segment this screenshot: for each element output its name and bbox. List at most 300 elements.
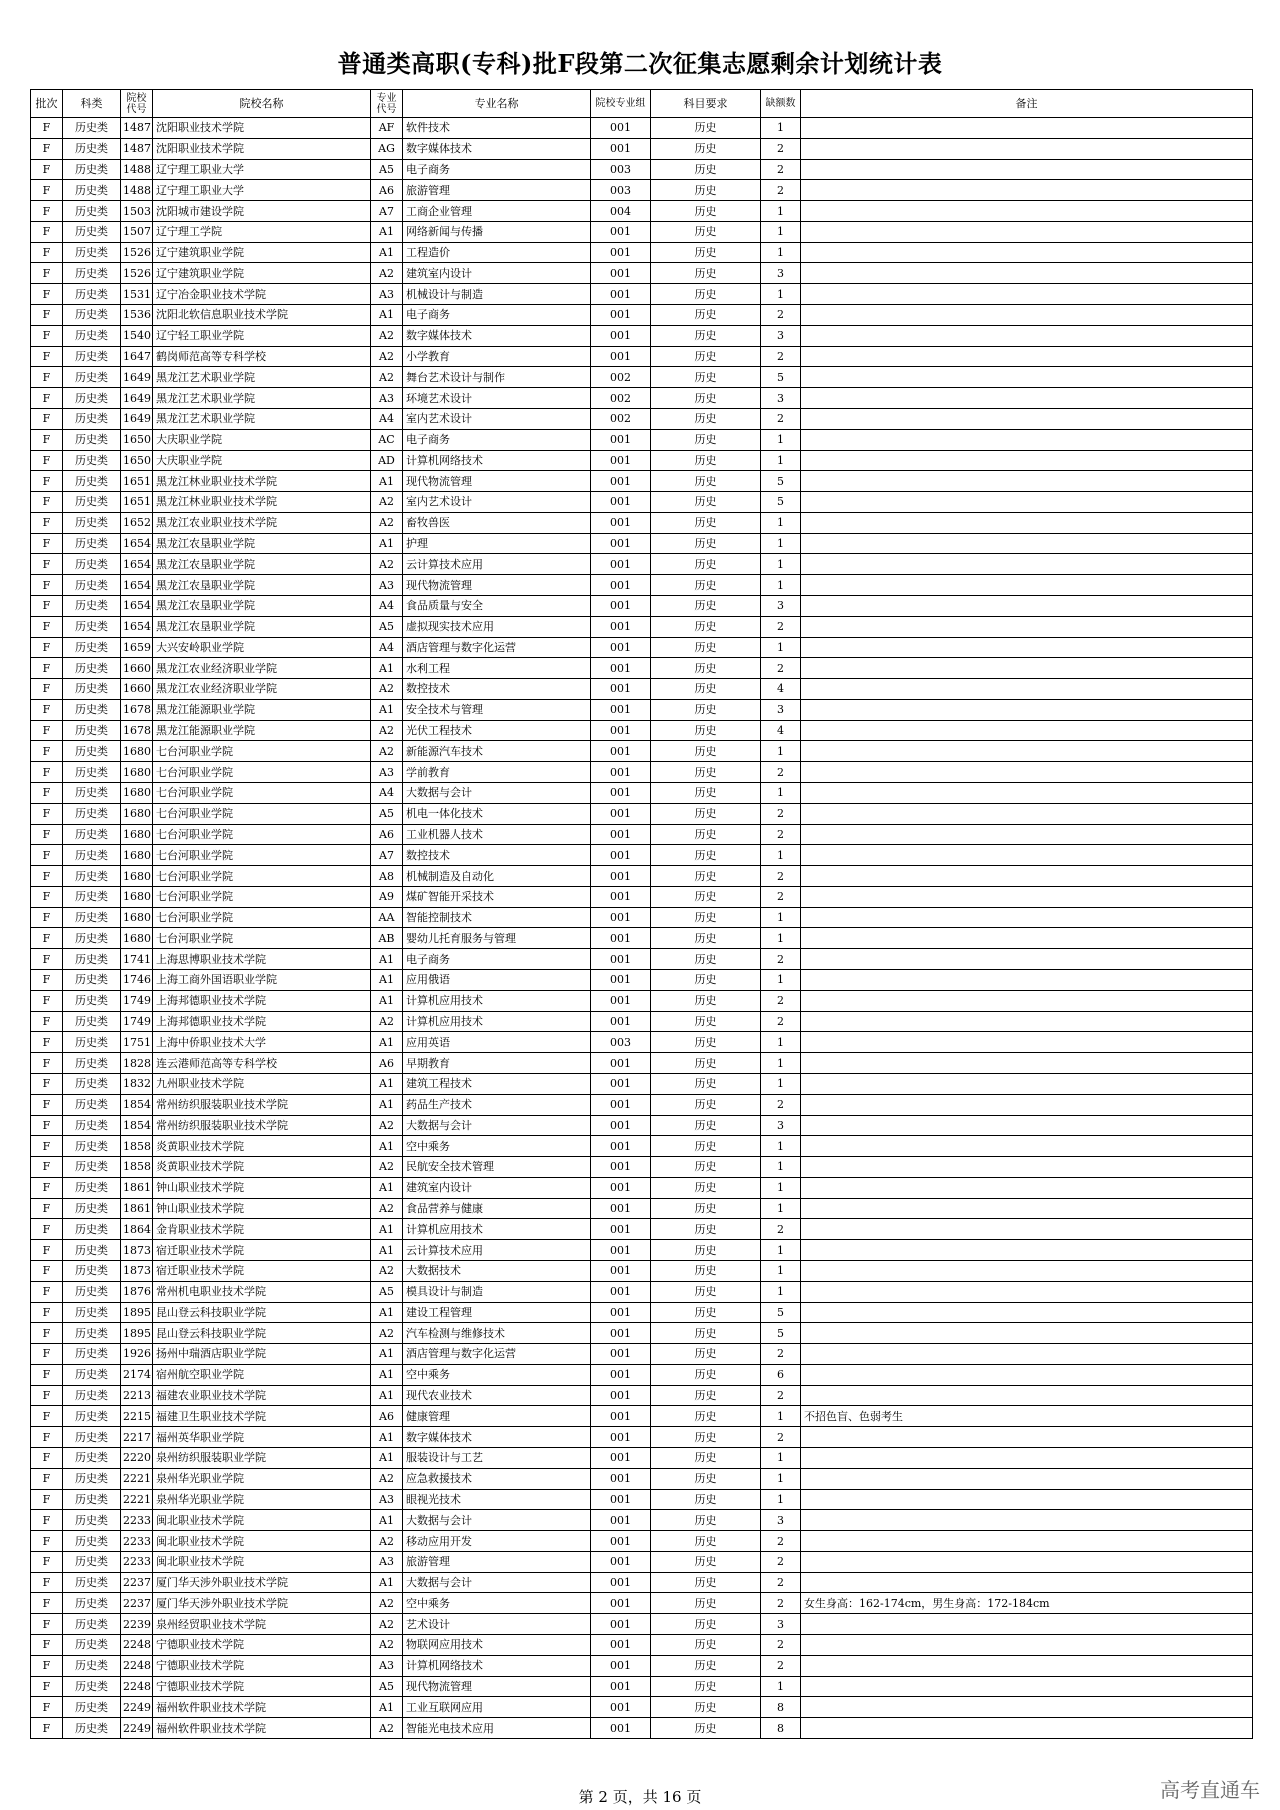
table-row (31, 1593, 1253, 1614)
cell-batch: F (31, 1718, 63, 1739)
cell-major-name: 软件技术 (403, 118, 591, 139)
cell-batch: F (31, 1572, 63, 1593)
cell-subject-requirement: 历史 (651, 1364, 761, 1385)
cell-school-code: 2248 (121, 1635, 153, 1656)
cell-major-group: 001 (591, 1468, 651, 1489)
cell-remarks (801, 1364, 1253, 1385)
table-row (31, 305, 1253, 326)
cell-major-group: 001 (591, 1489, 651, 1510)
cell-school-name: 沈阳北软信息职业技术学院 (153, 305, 371, 326)
cell-school-name: 厦门华天涉外职业技术学院 (153, 1593, 371, 1614)
cell-batch: F (31, 1219, 63, 1240)
cell-major-name: 建筑工程技术 (403, 1073, 591, 1094)
cell-major-name: 建设工程管理 (403, 1302, 591, 1323)
cell-major-name: 煤矿智能开采技术 (403, 886, 591, 907)
table-row (31, 866, 1253, 887)
cell-subject-requirement: 历史 (651, 886, 761, 907)
cell-major-group: 003 (591, 159, 651, 180)
cell-school-code: 1488 (121, 180, 153, 201)
cell-subject-requirement: 历史 (651, 512, 761, 533)
cell-batch: F (31, 658, 63, 679)
cell-remarks (801, 762, 1253, 783)
cell-batch: F (31, 1011, 63, 1032)
header-batch: 批次 (31, 90, 63, 118)
cell-major-code: A1 (371, 1510, 403, 1531)
table-row (31, 1531, 1253, 1552)
cell-vacancies: 3 (761, 699, 801, 720)
cell-major-group: 001 (591, 1676, 651, 1697)
cell-major-group: 002 (591, 408, 651, 429)
cell-school-name: 七台河职业学院 (153, 845, 371, 866)
cell-school-name: 辽宁理工职业大学 (153, 180, 371, 201)
cell-batch: F (31, 824, 63, 845)
cell-major-code: A1 (371, 1177, 403, 1198)
cell-school-code: 1746 (121, 970, 153, 991)
cell-remarks (801, 1697, 1253, 1718)
cell-school-code: 2215 (121, 1406, 153, 1427)
cell-batch: F (31, 1157, 63, 1178)
cell-school-code: 1680 (121, 907, 153, 928)
table-row (31, 1364, 1253, 1385)
cell-school-name: 泉州华光职业学院 (153, 1468, 371, 1489)
cell-vacancies: 3 (761, 325, 801, 346)
cell-major-name: 药品生产技术 (403, 1094, 591, 1115)
cell-school-name: 昆山登云科技职业学院 (153, 1323, 371, 1344)
cell-category: 历史类 (63, 1448, 121, 1469)
cell-batch: F (31, 845, 63, 866)
cell-vacancies: 2 (761, 886, 801, 907)
cell-school-name: 黑龙江农垦职业学院 (153, 533, 371, 554)
cell-batch: F (31, 1655, 63, 1676)
table-row (31, 284, 1253, 305)
cell-batch: F (31, 512, 63, 533)
cell-vacancies: 1 (761, 1177, 801, 1198)
cell-major-name: 机械设计与制造 (403, 284, 591, 305)
cell-school-code: 1678 (121, 699, 153, 720)
cell-remarks (801, 118, 1253, 139)
cell-subject-requirement: 历史 (651, 1489, 761, 1510)
cell-school-name: 钟山职业技术学院 (153, 1177, 371, 1198)
cell-subject-requirement: 历史 (651, 1572, 761, 1593)
cell-major-name: 酒店管理与数字化运营 (403, 637, 591, 658)
cell-vacancies: 1 (761, 450, 801, 471)
cell-vacancies: 4 (761, 679, 801, 700)
cell-major-code: A6 (371, 180, 403, 201)
table-row (31, 1551, 1253, 1572)
cell-batch: F (31, 1281, 63, 1302)
cell-category: 历史类 (63, 990, 121, 1011)
cell-major-group: 001 (591, 824, 651, 845)
cell-category: 历史类 (63, 159, 121, 180)
cell-major-group: 001 (591, 866, 651, 887)
cell-school-code: 1895 (121, 1323, 153, 1344)
cell-remarks (801, 1302, 1253, 1323)
cell-remarks (801, 1489, 1253, 1510)
cell-major-name: 空中乘务 (403, 1136, 591, 1157)
cell-school-name: 七台河职业学院 (153, 928, 371, 949)
cell-remarks (801, 1676, 1253, 1697)
table-row (31, 1448, 1253, 1469)
cell-batch: F (31, 699, 63, 720)
cell-vacancies: 1 (761, 907, 801, 928)
cell-major-name: 新能源汽车技术 (403, 741, 591, 762)
cell-major-group: 001 (591, 1281, 651, 1302)
cell-batch: F (31, 762, 63, 783)
cell-category: 历史类 (63, 1614, 121, 1635)
cell-category: 历史类 (63, 616, 121, 637)
table-row (31, 1115, 1253, 1136)
cell-vacancies: 8 (761, 1718, 801, 1739)
cell-category: 历史类 (63, 720, 121, 741)
cell-major-code: A3 (371, 762, 403, 783)
cell-category: 历史类 (63, 1489, 121, 1510)
table-row (31, 429, 1253, 450)
header-category: 科类 (63, 90, 121, 118)
cell-major-code: AG (371, 138, 403, 159)
cell-major-name: 数控技术 (403, 679, 591, 700)
cell-vacancies: 2 (761, 1385, 801, 1406)
cell-remarks (801, 533, 1253, 554)
cell-subject-requirement: 历史 (651, 1011, 761, 1032)
cell-category: 历史类 (63, 575, 121, 596)
table-row (31, 1635, 1253, 1656)
cell-major-name: 室内艺术设计 (403, 492, 591, 513)
cell-major-group: 001 (591, 1073, 651, 1094)
cell-vacancies: 2 (761, 616, 801, 637)
cell-category: 历史类 (63, 1053, 121, 1074)
cell-category: 历史类 (63, 201, 121, 222)
cell-major-name: 服装设计与工艺 (403, 1448, 591, 1469)
table-row (31, 554, 1253, 575)
cell-subject-requirement: 历史 (651, 1614, 761, 1635)
cell-subject-requirement: 历史 (651, 866, 761, 887)
cell-major-code: A3 (371, 1551, 403, 1572)
header-school-code: 院校代号 (121, 90, 153, 118)
cell-vacancies: 1 (761, 1676, 801, 1697)
cell-school-code: 1858 (121, 1157, 153, 1178)
cell-batch: F (31, 388, 63, 409)
cell-batch: F (31, 803, 63, 824)
cell-subject-requirement: 历史 (651, 1655, 761, 1676)
table-row (31, 1572, 1253, 1593)
cell-school-name: 扬州中瑞酒店职业学院 (153, 1344, 371, 1365)
cell-vacancies: 2 (761, 1551, 801, 1572)
cell-subject-requirement: 历史 (651, 1094, 761, 1115)
cell-major-name: 计算机应用技术 (403, 1219, 591, 1240)
cell-vacancies: 1 (761, 1032, 801, 1053)
cell-school-code: 1864 (121, 1219, 153, 1240)
cell-remarks (801, 325, 1253, 346)
cell-subject-requirement: 历史 (651, 388, 761, 409)
cell-school-name: 辽宁冶金职业技术学院 (153, 284, 371, 305)
cell-vacancies: 2 (761, 346, 801, 367)
cell-major-code: AF (371, 118, 403, 139)
cell-batch: F (31, 1468, 63, 1489)
cell-category: 历史类 (63, 886, 121, 907)
cell-subject-requirement: 历史 (651, 554, 761, 575)
cell-major-group: 001 (591, 1219, 651, 1240)
cell-school-code: 1828 (121, 1053, 153, 1074)
cell-major-name: 大数据技术 (403, 1260, 591, 1281)
cell-major-name: 云计算技术应用 (403, 554, 591, 575)
cell-major-name: 安全技术与管理 (403, 699, 591, 720)
cell-major-group: 001 (591, 575, 651, 596)
cell-remarks (801, 242, 1253, 263)
cell-major-group: 003 (591, 180, 651, 201)
cell-subject-requirement: 历史 (651, 741, 761, 762)
header-remarks: 备注 (801, 90, 1253, 118)
cell-subject-requirement: 历史 (651, 1053, 761, 1074)
cell-category: 历史类 (63, 1073, 121, 1094)
cell-major-code: A5 (371, 803, 403, 824)
cell-category: 历史类 (63, 1177, 121, 1198)
cell-remarks (801, 907, 1253, 928)
cell-school-code: 1487 (121, 118, 153, 139)
cell-school-code: 1654 (121, 554, 153, 575)
cell-school-name: 七台河职业学院 (153, 866, 371, 887)
cell-major-name: 数控技术 (403, 845, 591, 866)
cell-major-group: 001 (591, 1614, 651, 1635)
cell-school-code: 2239 (121, 1614, 153, 1635)
cell-major-name: 模具设计与制造 (403, 1281, 591, 1302)
cell-major-code: A3 (371, 575, 403, 596)
cell-school-code: 1650 (121, 429, 153, 450)
cell-major-name: 现代农业技术 (403, 1385, 591, 1406)
cell-school-code: 2217 (121, 1427, 153, 1448)
cell-school-name: 七台河职业学院 (153, 762, 371, 783)
cell-remarks (801, 845, 1253, 866)
cell-subject-requirement: 历史 (651, 907, 761, 928)
table-row (31, 1177, 1253, 1198)
cell-subject-requirement: 历史 (651, 1281, 761, 1302)
cell-major-code: A1 (371, 242, 403, 263)
cell-school-name: 常州纺织服装职业技术学院 (153, 1115, 371, 1136)
cell-category: 历史类 (63, 429, 121, 450)
cell-major-name: 电子商务 (403, 429, 591, 450)
cell-major-code: A2 (371, 1260, 403, 1281)
cell-major-code: A1 (371, 305, 403, 326)
cell-remarks (801, 1655, 1253, 1676)
cell-batch: F (31, 1385, 63, 1406)
table-row (31, 1676, 1253, 1697)
cell-remarks (801, 1115, 1253, 1136)
cell-major-name: 应用俄语 (403, 970, 591, 991)
cell-school-name: 闽北职业技术学院 (153, 1510, 371, 1531)
cell-remarks (801, 1635, 1253, 1656)
cell-category: 历史类 (63, 367, 121, 388)
cell-subject-requirement: 历史 (651, 367, 761, 388)
cell-school-code: 2174 (121, 1364, 153, 1385)
cell-remarks (801, 450, 1253, 471)
cell-subject-requirement: 历史 (651, 1551, 761, 1572)
table-row (31, 388, 1253, 409)
cell-batch: F (31, 1344, 63, 1365)
cell-major-group: 001 (591, 1697, 651, 1718)
cell-major-group: 001 (591, 1448, 651, 1469)
table-row (31, 221, 1253, 242)
cell-batch: F (31, 429, 63, 450)
cell-batch: F (31, 990, 63, 1011)
cell-school-name: 福建卫生职业技术学院 (153, 1406, 371, 1427)
table-row (31, 367, 1253, 388)
table-row (31, 637, 1253, 658)
cell-major-name: 眼视光技术 (403, 1489, 591, 1510)
cell-vacancies: 2 (761, 305, 801, 326)
table-row (31, 970, 1253, 991)
cell-subject-requirement: 历史 (651, 492, 761, 513)
cell-school-code: 1487 (121, 138, 153, 159)
cell-batch: F (31, 1676, 63, 1697)
cell-category: 历史类 (63, 1427, 121, 1448)
cell-school-code: 1741 (121, 949, 153, 970)
cell-school-name: 福建农业职业技术学院 (153, 1385, 371, 1406)
cell-category: 历史类 (63, 492, 121, 513)
cell-vacancies: 3 (761, 388, 801, 409)
cell-subject-requirement: 历史 (651, 1115, 761, 1136)
cell-major-group: 001 (591, 1011, 651, 1032)
cell-category: 历史类 (63, 1032, 121, 1053)
cell-school-code: 1876 (121, 1281, 153, 1302)
cell-batch: F (31, 1427, 63, 1448)
header-vacancies: 缺额数 (761, 90, 801, 118)
cell-school-code: 2248 (121, 1655, 153, 1676)
cell-vacancies: 2 (761, 949, 801, 970)
table-row (31, 138, 1253, 159)
cell-school-code: 1680 (121, 741, 153, 762)
cell-school-name: 黑龙江农垦职业学院 (153, 595, 371, 616)
cell-school-code: 1873 (121, 1260, 153, 1281)
cell-school-code: 1660 (121, 679, 153, 700)
cell-category: 历史类 (63, 1157, 121, 1178)
cell-major-group: 001 (591, 512, 651, 533)
cell-category: 历史类 (63, 949, 121, 970)
cell-remarks (801, 1240, 1253, 1261)
cell-major-name: 食品质量与安全 (403, 595, 591, 616)
plan-table (30, 89, 1253, 1739)
cell-vacancies: 2 (761, 1531, 801, 1552)
cell-major-group: 001 (591, 1364, 651, 1385)
cell-major-code: A1 (371, 990, 403, 1011)
table-row (31, 1510, 1253, 1531)
cell-batch: F (31, 138, 63, 159)
cell-school-code: 2233 (121, 1531, 153, 1552)
cell-vacancies: 1 (761, 845, 801, 866)
cell-vacancies: 3 (761, 1614, 801, 1635)
cell-category: 历史类 (63, 1281, 121, 1302)
cell-major-code: A5 (371, 1676, 403, 1697)
cell-major-name: 电子商务 (403, 159, 591, 180)
table-row (31, 1219, 1253, 1240)
cell-major-code: A1 (371, 1094, 403, 1115)
cell-batch: F (31, 1240, 63, 1261)
cell-major-name: 畜牧兽医 (403, 512, 591, 533)
cell-school-name: 泉州纺织服装职业学院 (153, 1448, 371, 1469)
cell-school-name: 黑龙江艺术职业学院 (153, 388, 371, 409)
cell-major-group: 001 (591, 242, 651, 263)
cell-school-name: 上海工商外国语职业学院 (153, 970, 371, 991)
cell-major-name: 旅游管理 (403, 1551, 591, 1572)
table-row (31, 886, 1253, 907)
cell-vacancies: 2 (761, 824, 801, 845)
cell-major-group: 002 (591, 367, 651, 388)
table-body (31, 118, 1253, 1739)
cell-batch: F (31, 554, 63, 575)
table-row (31, 616, 1253, 637)
cell-batch: F (31, 201, 63, 222)
cell-major-code: AD (371, 450, 403, 471)
cell-remarks (801, 1073, 1253, 1094)
table-row (31, 575, 1253, 596)
cell-vacancies: 1 (761, 1260, 801, 1281)
cell-category: 历史类 (63, 1364, 121, 1385)
cell-remarks (801, 1177, 1253, 1198)
cell-vacancies: 1 (761, 1053, 801, 1074)
table-row (31, 408, 1253, 429)
cell-subject-requirement: 历史 (651, 1593, 761, 1614)
watermark: 高考直通车 (1160, 1778, 1260, 1802)
cell-vacancies: 3 (761, 1115, 801, 1136)
cell-school-name: 上海邦德职业技术学院 (153, 990, 371, 1011)
table-row (31, 990, 1253, 1011)
cell-school-code: 1854 (121, 1094, 153, 1115)
cell-major-name: 电子商务 (403, 305, 591, 326)
cell-school-name: 上海中侨职业技术大学 (153, 1032, 371, 1053)
cell-remarks (801, 201, 1253, 222)
cell-major-code: A1 (371, 1136, 403, 1157)
table-row (31, 512, 1253, 533)
cell-remarks (801, 1136, 1253, 1157)
cell-school-name: 黑龙江林业职业技术学院 (153, 492, 371, 513)
cell-remarks (801, 886, 1253, 907)
cell-remarks (801, 1551, 1253, 1572)
cell-remarks (801, 263, 1253, 284)
cell-major-name: 环境艺术设计 (403, 388, 591, 409)
cell-school-code: 1488 (121, 159, 153, 180)
cell-remarks (801, 616, 1253, 637)
table-row (31, 325, 1253, 346)
cell-remarks (801, 1260, 1253, 1281)
cell-major-name: 电子商务 (403, 949, 591, 970)
cell-remarks (801, 408, 1253, 429)
cell-major-group: 001 (591, 699, 651, 720)
cell-school-code: 1651 (121, 492, 153, 513)
cell-batch: F (31, 1489, 63, 1510)
cell-major-code: A9 (371, 886, 403, 907)
cell-major-group: 001 (591, 928, 651, 949)
cell-school-name: 大庆职业学院 (153, 429, 371, 450)
cell-major-group: 003 (591, 1032, 651, 1053)
cell-remarks (801, 1157, 1253, 1178)
cell-major-code: A2 (371, 554, 403, 575)
cell-major-group: 001 (591, 1593, 651, 1614)
cell-remarks (801, 1032, 1253, 1053)
cell-major-name: 旅游管理 (403, 180, 591, 201)
cell-vacancies: 5 (761, 367, 801, 388)
cell-major-code: A4 (371, 637, 403, 658)
cell-vacancies: 1 (761, 1198, 801, 1219)
cell-vacancies: 2 (761, 1655, 801, 1676)
cell-school-code: 2213 (121, 1385, 153, 1406)
cell-remarks (801, 346, 1253, 367)
table-row (31, 1614, 1253, 1635)
cell-school-name: 大兴安岭职业学院 (153, 637, 371, 658)
table-row (31, 803, 1253, 824)
cell-vacancies: 1 (761, 242, 801, 263)
cell-remarks (801, 720, 1253, 741)
cell-major-group: 001 (591, 346, 651, 367)
cell-vacancies: 1 (761, 554, 801, 575)
cell-major-group: 001 (591, 1406, 651, 1427)
